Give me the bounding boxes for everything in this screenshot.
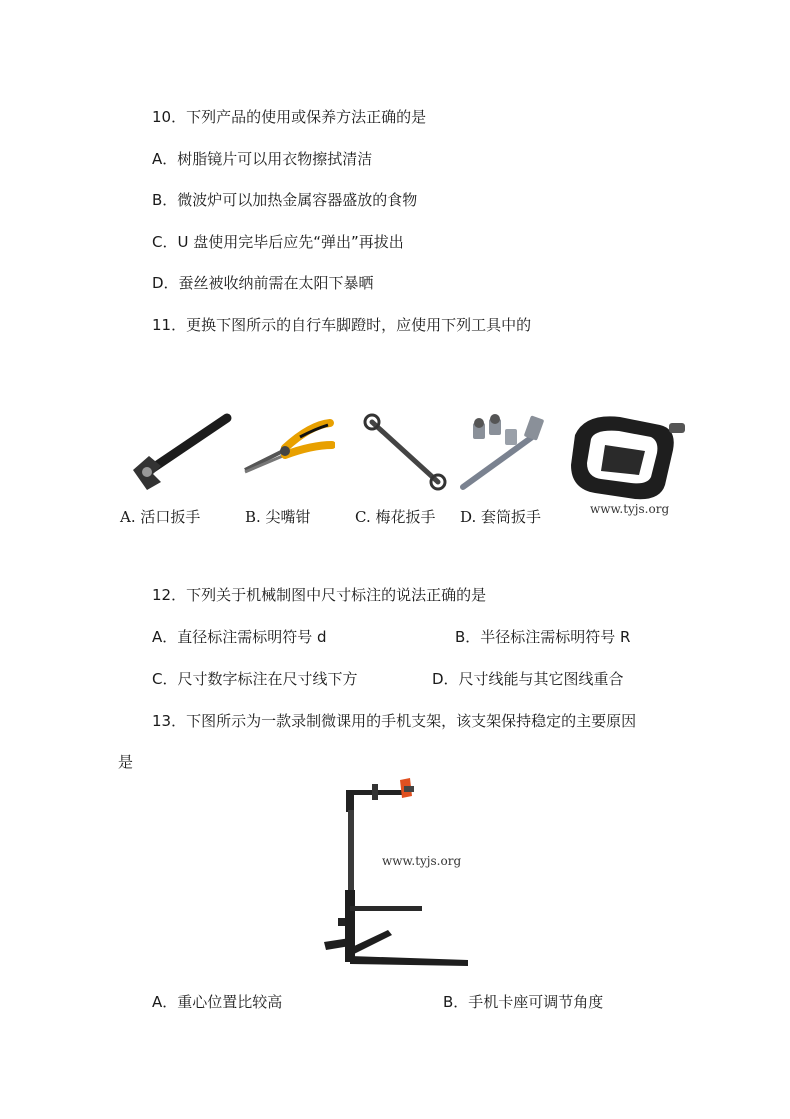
q13-stem: 13．下图所示为一款录制微课用的手机支架，该支架保持稳定的主要原因 <box>152 712 637 730</box>
socket-wrench-image <box>455 405 555 495</box>
q12-stem: 12．下列关于机械制图中尺寸标注的说法正确的是 <box>152 586 487 604</box>
tool-caption-b: B. 尖嘴钳 <box>245 508 311 526</box>
q10-option-a: A．树脂镜片可以用衣物擦拭清洁 <box>152 150 373 168</box>
adjustable-wrench-image <box>125 408 235 493</box>
q13-option-a: A．重心位置比较高 <box>152 993 283 1011</box>
needle-nose-pliers-image <box>240 415 335 480</box>
watermark: www.tyjs.org <box>382 854 462 868</box>
bicycle-pedal-image <box>565 405 690 505</box>
q10-option-d: D．蚕丝被收纳前需在太阳下暴晒 <box>152 274 374 292</box>
q10-option-c: C．U 盘使用完毕后应先“弹出”再拔出 <box>152 233 404 251</box>
phone-stand-image <box>320 770 480 975</box>
box-end-wrench-image <box>360 412 450 492</box>
tool-caption-d: D. 套筒扳手 <box>460 508 542 526</box>
watermark: www.tyjs.org <box>590 502 670 516</box>
q12-option-c: C．尺寸数字标注在尺寸线下方 <box>152 670 358 688</box>
q13-stem-continued: 是 <box>118 753 134 771</box>
q11-stem: 11．更换下图所示的自行车脚蹬时，应使用下列工具中的 <box>152 316 532 334</box>
tools-figure <box>115 400 705 535</box>
q12-option-a: A．直径标注需标明符号 d <box>152 628 327 646</box>
q10-stem: 10．下列产品的使用或保养方法正确的是 <box>152 108 427 126</box>
q12-option-b: B．半径标注需标明符号 R <box>455 628 631 646</box>
q10-option-b: B．微波炉可以加热金属容器盛放的食物 <box>152 191 418 209</box>
tool-caption-c: C. 梅花扳手 <box>355 508 436 526</box>
q12-option-d: D．尺寸线能与其它图线重合 <box>432 670 624 688</box>
phone-stand-figure <box>320 770 480 975</box>
tool-caption-a: A. 活口扳手 <box>120 508 201 526</box>
q13-option-b: B．手机卡座可调节角度 <box>443 993 604 1011</box>
